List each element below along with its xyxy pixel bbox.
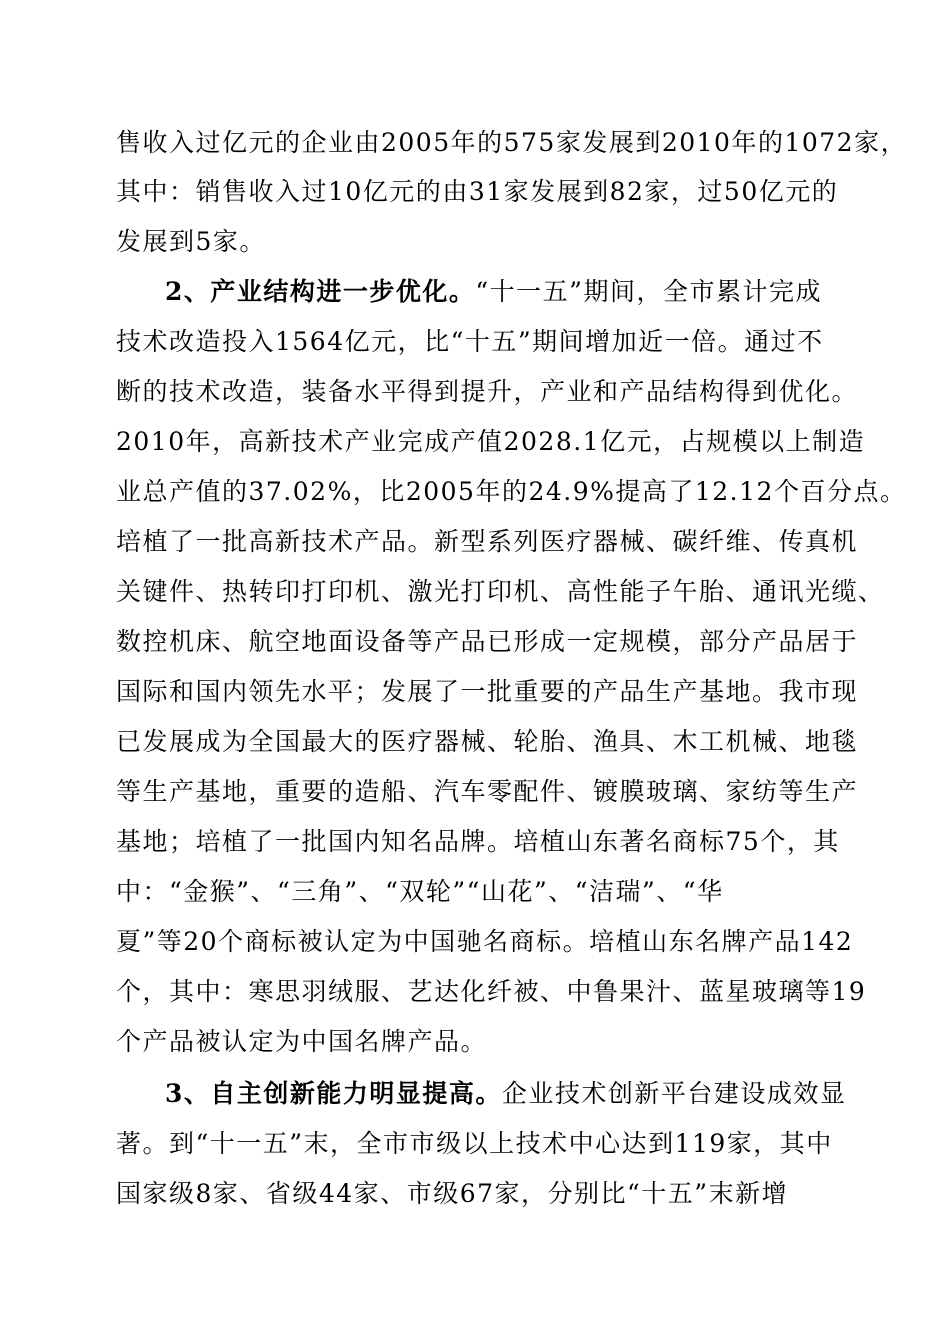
text-line: 培植了一批高新技术产品。新型系列医疗器械、碳纤维、传真机 <box>116 527 859 556</box>
section-heading-2: 2、产业结构进一步优化。 <box>165 277 476 306</box>
text-line: 个产品被认定为中国名牌产品。 <box>116 1027 488 1056</box>
text-line: 已发展成为全国最大的医疗器械、轮胎、渔具、木工机械、地毯 <box>116 727 859 756</box>
text-line: 中：“金猴”、“三角”、“双轮”“山花”、“洁瑞”、“华 <box>116 877 724 906</box>
text-line: 技术改造投入1564亿元，比“十五”期间增加近一倍。通过不 <box>116 327 824 356</box>
section-heading-3: 3、自主创新能力明显提高。 <box>165 1079 502 1108</box>
paragraph-start-line <box>165 275 822 309</box>
text-line: 数控机床、航空地面设备等产品已形成一定规模，部分产品居于 <box>116 627 859 656</box>
text-line: 著。到“十一五”末，全市市级以上技术中心达到119家，其中 <box>116 1129 833 1158</box>
text-line: 发展到5家。 <box>116 227 266 256</box>
text-line: 售收入过亿元的企业由2005年的575家发展到2010年的1072家， <box>116 128 908 157</box>
text-line: 夏”等20个商标被认定为中国驰名商标。培植山东名牌产品142 <box>116 927 854 956</box>
text-line: 其中：销售收入过10亿元的由31家发展到82家，过50亿元的 <box>116 177 839 206</box>
text-line: 基地；培植了一批国内知名品牌。培植山东著名商标75个，其 <box>116 827 840 856</box>
text-line: 业总产值的37.02%，比2005年的24.9%提高了12.12个百分点。 <box>116 477 907 506</box>
text-line: 断的技术改造，装备水平得到提升，产业和产品结构得到优化。 <box>116 377 859 406</box>
text-line: 2010年，高新技术产业完成产值2028.1亿元，占规模以上制造 <box>116 427 866 456</box>
text-span: “十一五”期间，全市累计完成 <box>475 277 822 306</box>
text-line: 关键件、热转印打印机、激光打印机、高性能子午胎、通讯光缆、 <box>116 577 885 606</box>
text-line: 个，其中：寒思羽绒服、艺达化纤被、中鲁果汁、蓝星玻璃等19 <box>116 977 867 1006</box>
paragraph-start-line <box>165 1077 846 1111</box>
text-span: 企业技术创新平台建设成效显 <box>501 1079 847 1108</box>
text-line: 等生产基地，重要的造船、汽车零配件、镀膜玻璃、家纺等生产 <box>116 777 859 806</box>
text-line: 国家级8家、省级44家、市级67家，分别比“十五”末新增 <box>116 1179 789 1208</box>
text-line: 国际和国内领先水平；发展了一批重要的产品生产基地。我市现 <box>116 677 859 706</box>
